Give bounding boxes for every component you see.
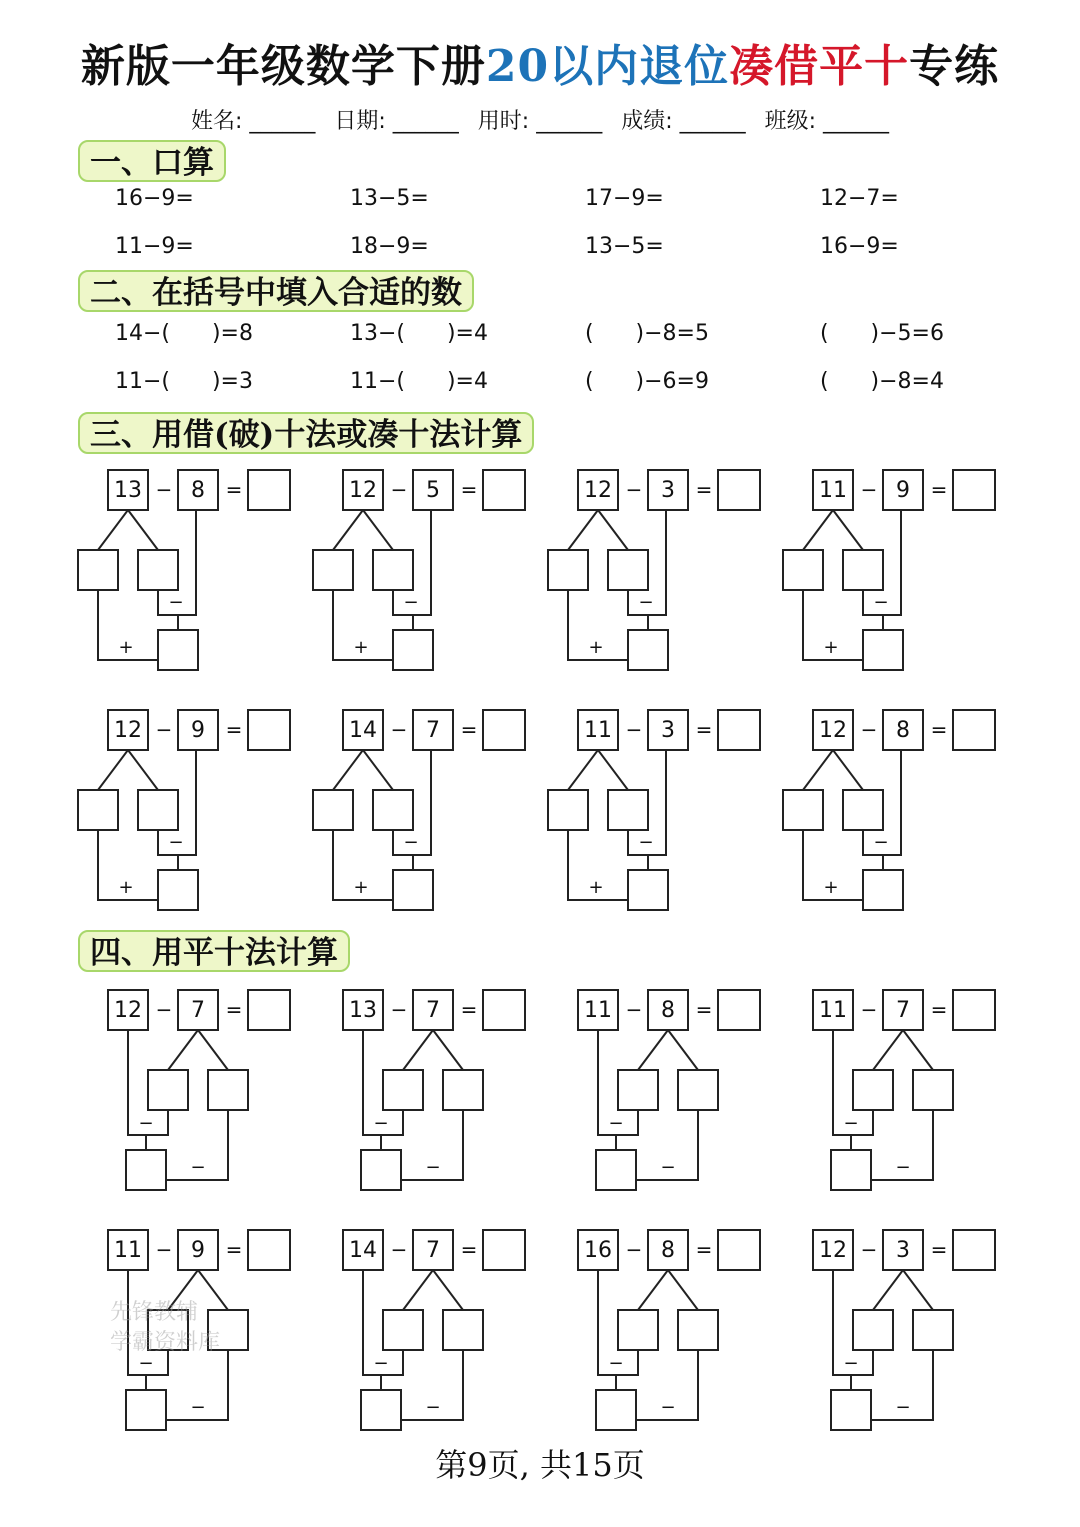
intermediate-box[interactable] bbox=[596, 1390, 636, 1430]
connector-line bbox=[568, 510, 598, 550]
minus-sign: − bbox=[843, 1113, 859, 1134]
equals-sign: = bbox=[460, 1237, 478, 1262]
minus-sign: − bbox=[625, 477, 643, 502]
minus-sign: − bbox=[843, 1353, 859, 1374]
fill-blank-problem: ( )−6=9 bbox=[585, 369, 709, 394]
answer-box[interactable] bbox=[718, 1230, 760, 1270]
connector-line bbox=[638, 1030, 668, 1070]
equals-sign: = bbox=[225, 477, 243, 502]
connector-line bbox=[873, 1270, 903, 1310]
intermediate-box[interactable] bbox=[126, 1390, 166, 1430]
minus-sign: − bbox=[190, 1157, 206, 1178]
answer-box[interactable] bbox=[953, 710, 995, 750]
subtrahend-number: 3 bbox=[661, 718, 675, 743]
connector-line bbox=[903, 1270, 933, 1310]
intermediate-box[interactable] bbox=[596, 1150, 636, 1190]
minus-sign: − bbox=[660, 1157, 676, 1178]
intermediate-box[interactable] bbox=[863, 630, 903, 670]
info-time[interactable]: 用时: ______ bbox=[477, 109, 603, 134]
subtrahend-number: 8 bbox=[661, 1238, 675, 1263]
split-box[interactable] bbox=[148, 1070, 188, 1110]
split-box[interactable] bbox=[78, 790, 118, 830]
split-box[interactable] bbox=[678, 1070, 718, 1110]
info-score[interactable]: 成绩: ______ bbox=[621, 109, 746, 134]
equals-sign: = bbox=[930, 717, 948, 742]
split-box[interactable] bbox=[313, 790, 353, 830]
connector-line bbox=[638, 1270, 668, 1310]
plus-sign: + bbox=[353, 637, 369, 658]
equals-sign: = bbox=[460, 477, 478, 502]
oral-problem: 13−5= bbox=[350, 186, 429, 211]
answer-box[interactable] bbox=[483, 990, 525, 1030]
minuend-number: 11 bbox=[819, 478, 847, 503]
connector-line bbox=[128, 750, 158, 790]
plus-sign: + bbox=[823, 637, 839, 658]
answer-box[interactable] bbox=[483, 710, 525, 750]
intermediate-box[interactable] bbox=[393, 630, 433, 670]
intermediate-box[interactable] bbox=[126, 1150, 166, 1190]
split-box[interactable] bbox=[853, 1070, 893, 1110]
minus-sign: − bbox=[390, 717, 408, 742]
split-box[interactable] bbox=[78, 550, 118, 590]
oral-problem: 16−9= bbox=[820, 234, 899, 259]
connector-line bbox=[198, 1030, 228, 1070]
minus-sign: − bbox=[860, 477, 878, 502]
connector-line bbox=[668, 1030, 698, 1070]
minuend-number: 12 bbox=[349, 478, 377, 503]
info-name[interactable]: 姓名: ______ bbox=[190, 109, 316, 134]
connector-line bbox=[833, 750, 863, 790]
subtrahend-number: 3 bbox=[896, 1238, 910, 1263]
equals-sign: = bbox=[930, 477, 948, 502]
fill-blank-problem: ( )−8=4 bbox=[820, 369, 944, 394]
watermark-line-1: 先锋教辅 bbox=[110, 1300, 199, 1325]
equals-sign: = bbox=[695, 1237, 713, 1262]
minus-sign: − bbox=[638, 832, 654, 853]
intermediate-box[interactable] bbox=[628, 870, 668, 910]
minus-sign: − bbox=[625, 997, 643, 1022]
answer-box[interactable] bbox=[718, 710, 760, 750]
split-box[interactable] bbox=[548, 790, 588, 830]
answer-box[interactable] bbox=[953, 990, 995, 1030]
section-heading-2: 二、在括号中填入合适的数 bbox=[78, 270, 474, 312]
subtrahend-number: 8 bbox=[191, 478, 205, 503]
minus-sign: − bbox=[425, 1157, 441, 1178]
minus-sign: − bbox=[403, 592, 419, 613]
connector-line bbox=[568, 750, 598, 790]
minus-sign: − bbox=[638, 592, 654, 613]
intermediate-box[interactable] bbox=[158, 870, 198, 910]
minuend-number: 13 bbox=[114, 478, 142, 503]
title-part-1: 新版一年级数学下册 bbox=[80, 41, 486, 92]
minuend-number: 12 bbox=[114, 998, 142, 1023]
title-part-3: 凑借平十 bbox=[729, 41, 910, 92]
oral-problem: 11−9= bbox=[115, 234, 194, 259]
split-box[interactable] bbox=[618, 1310, 658, 1350]
intermediate-box[interactable] bbox=[361, 1390, 401, 1430]
intermediate-box[interactable] bbox=[361, 1150, 401, 1190]
oral-problem: 12−7= bbox=[820, 186, 899, 211]
answer-box[interactable] bbox=[953, 470, 995, 510]
minus-sign: − bbox=[138, 1113, 154, 1134]
minuend-number: 14 bbox=[349, 718, 377, 743]
fill-blank-problem: 14−( )=8 bbox=[115, 321, 253, 346]
connector-line bbox=[333, 510, 363, 550]
minus-sign: − bbox=[860, 1237, 878, 1262]
minus-sign: − bbox=[168, 592, 184, 613]
connector-line bbox=[598, 750, 628, 790]
equals-sign: = bbox=[460, 997, 478, 1022]
title-part-2: 20以内退位 bbox=[485, 41, 730, 92]
intermediate-box[interactable] bbox=[831, 1390, 871, 1430]
minuend-number: 14 bbox=[349, 1238, 377, 1263]
subtrahend-number: 9 bbox=[191, 718, 205, 743]
connector-line bbox=[403, 1270, 433, 1310]
fill-blank-problem: 11−( )=3 bbox=[115, 369, 253, 394]
minus-sign: − bbox=[373, 1353, 389, 1374]
plus-sign: + bbox=[118, 877, 134, 898]
equals-sign: = bbox=[225, 1237, 243, 1262]
connector-line bbox=[168, 1030, 198, 1070]
subtrahend-number: 9 bbox=[896, 478, 910, 503]
equals-sign: = bbox=[225, 717, 243, 742]
split-box[interactable] bbox=[383, 1070, 423, 1110]
split-box[interactable] bbox=[783, 790, 823, 830]
minuend-number: 16 bbox=[584, 1238, 612, 1263]
subtrahend-number: 3 bbox=[661, 478, 675, 503]
oral-problem: 16−9= bbox=[115, 186, 194, 211]
section-heading-1: 一、口算 bbox=[78, 140, 226, 182]
split-box[interactable] bbox=[843, 550, 883, 590]
split-box[interactable] bbox=[443, 1310, 483, 1350]
intermediate-box[interactable] bbox=[393, 870, 433, 910]
answer-box[interactable] bbox=[248, 990, 290, 1030]
minus-sign: − bbox=[155, 477, 173, 502]
minus-sign: − bbox=[425, 1397, 441, 1418]
minus-sign: − bbox=[155, 997, 173, 1022]
split-box[interactable] bbox=[208, 1070, 248, 1110]
minus-sign: − bbox=[138, 1353, 154, 1374]
split-box[interactable] bbox=[383, 1310, 423, 1350]
equals-sign: = bbox=[695, 477, 713, 502]
minus-sign: − bbox=[895, 1157, 911, 1178]
subtrahend-number: 9 bbox=[191, 1238, 205, 1263]
equals-sign: = bbox=[695, 997, 713, 1022]
split-box[interactable] bbox=[138, 790, 178, 830]
plus-sign: + bbox=[823, 877, 839, 898]
connector-line bbox=[598, 510, 628, 550]
split-box[interactable] bbox=[843, 790, 883, 830]
connector-line bbox=[833, 510, 863, 550]
connector-line bbox=[363, 750, 393, 790]
equals-sign: = bbox=[930, 1237, 948, 1262]
connector-line bbox=[903, 1030, 933, 1070]
connector-line bbox=[363, 510, 393, 550]
connector-line bbox=[333, 750, 363, 790]
section-heading-3: 三、用借(破)十法或凑十法计算 bbox=[78, 412, 534, 454]
page-footer: 第9页, 共15页 bbox=[435, 1446, 645, 1484]
answer-box[interactable] bbox=[483, 1230, 525, 1270]
minuend-number: 12 bbox=[114, 718, 142, 743]
minuend-number: 13 bbox=[349, 998, 377, 1023]
plus-sign: + bbox=[588, 877, 604, 898]
equals-sign: = bbox=[460, 717, 478, 742]
split-box[interactable] bbox=[138, 550, 178, 590]
connector-line bbox=[98, 510, 128, 550]
minus-sign: − bbox=[625, 717, 643, 742]
watermark-line-2: 学霸资料库 bbox=[110, 1330, 221, 1355]
split-box[interactable] bbox=[853, 1310, 893, 1350]
minuend-number: 11 bbox=[114, 1238, 142, 1263]
intermediate-box[interactable] bbox=[863, 870, 903, 910]
split-box[interactable] bbox=[443, 1070, 483, 1110]
plus-sign: + bbox=[118, 637, 134, 658]
answer-box[interactable] bbox=[718, 990, 760, 1030]
connector-line bbox=[803, 510, 833, 550]
split-box[interactable] bbox=[373, 790, 413, 830]
answer-box[interactable] bbox=[718, 470, 760, 510]
minus-sign: − bbox=[625, 1237, 643, 1262]
answer-box[interactable] bbox=[248, 710, 290, 750]
split-box[interactable] bbox=[913, 1310, 953, 1350]
split-box[interactable] bbox=[618, 1070, 658, 1110]
minus-sign: − bbox=[190, 1397, 206, 1418]
split-box[interactable] bbox=[313, 550, 353, 590]
fill-blank-problem: 11−( )=4 bbox=[350, 369, 488, 394]
equals-sign: = bbox=[225, 997, 243, 1022]
connector-line bbox=[873, 1030, 903, 1070]
minuend-number: 12 bbox=[584, 478, 612, 503]
answer-box[interactable] bbox=[483, 470, 525, 510]
minuend-number: 12 bbox=[819, 718, 847, 743]
minus-sign: − bbox=[390, 997, 408, 1022]
subtrahend-number: 5 bbox=[426, 478, 440, 503]
connector-line bbox=[403, 1030, 433, 1070]
subtrahend-number: 7 bbox=[426, 1238, 440, 1263]
minus-sign: − bbox=[660, 1397, 676, 1418]
minus-sign: − bbox=[403, 832, 419, 853]
info-date[interactable]: 日期: ______ bbox=[334, 109, 459, 134]
connector-line bbox=[433, 1030, 463, 1070]
split-box[interactable] bbox=[373, 550, 413, 590]
minuend-number: 11 bbox=[584, 998, 612, 1023]
info-class[interactable]: 班级: ______ bbox=[764, 109, 890, 134]
minus-sign: − bbox=[390, 477, 408, 502]
watermark bbox=[110, 1298, 220, 1358]
subtrahend-number: 7 bbox=[426, 718, 440, 743]
minuend-number: 12 bbox=[819, 1238, 847, 1263]
plus-sign: + bbox=[353, 877, 369, 898]
split-box[interactable] bbox=[678, 1310, 718, 1350]
oral-problem: 18−9= bbox=[350, 234, 429, 259]
equals-sign: = bbox=[930, 997, 948, 1022]
fill-blank-problem: 13−( )=4 bbox=[350, 321, 488, 346]
title-part-4: 专练 bbox=[909, 41, 1000, 92]
oral-problem: 17−9= bbox=[585, 186, 664, 211]
minus-sign: − bbox=[873, 832, 889, 853]
minuend-number: 11 bbox=[819, 998, 847, 1023]
minus-sign: − bbox=[168, 832, 184, 853]
minus-sign: − bbox=[608, 1353, 624, 1374]
subtrahend-number: 8 bbox=[896, 718, 910, 743]
minus-sign: − bbox=[373, 1113, 389, 1134]
minus-sign: − bbox=[390, 1237, 408, 1262]
intermediate-box[interactable] bbox=[831, 1150, 871, 1190]
minus-sign: − bbox=[873, 592, 889, 613]
split-box[interactable] bbox=[548, 550, 588, 590]
minus-sign: − bbox=[895, 1397, 911, 1418]
connector-line bbox=[98, 750, 128, 790]
equals-sign: = bbox=[695, 717, 713, 742]
subtrahend-number: 7 bbox=[191, 998, 205, 1023]
minus-sign: − bbox=[608, 1113, 624, 1134]
connector-line bbox=[128, 510, 158, 550]
connector-line bbox=[803, 750, 833, 790]
answer-box[interactable] bbox=[248, 470, 290, 510]
intermediate-box[interactable] bbox=[628, 630, 668, 670]
oral-problem: 13−5= bbox=[585, 234, 664, 259]
minus-sign: − bbox=[155, 717, 173, 742]
minus-sign: − bbox=[860, 997, 878, 1022]
section-heading-4: 四、用平十法计算 bbox=[78, 930, 350, 972]
answer-box[interactable] bbox=[953, 1230, 995, 1270]
intermediate-box[interactable] bbox=[158, 630, 198, 670]
fill-blank-problem: ( )−5=6 bbox=[820, 321, 944, 346]
minus-sign: − bbox=[155, 1237, 173, 1262]
connector-line bbox=[433, 1270, 463, 1310]
fill-blank-problem: ( )−8=5 bbox=[585, 321, 709, 346]
connector-line bbox=[668, 1270, 698, 1310]
plus-sign: + bbox=[588, 637, 604, 658]
minus-sign: − bbox=[860, 717, 878, 742]
split-box[interactable] bbox=[783, 550, 823, 590]
answer-box[interactable] bbox=[248, 1230, 290, 1270]
subtrahend-number: 8 bbox=[661, 998, 675, 1023]
subtrahend-number: 7 bbox=[896, 998, 910, 1023]
minuend-number: 11 bbox=[584, 718, 612, 743]
split-box[interactable] bbox=[608, 550, 648, 590]
subtrahend-number: 7 bbox=[426, 998, 440, 1023]
split-box[interactable] bbox=[913, 1070, 953, 1110]
split-box[interactable] bbox=[608, 790, 648, 830]
